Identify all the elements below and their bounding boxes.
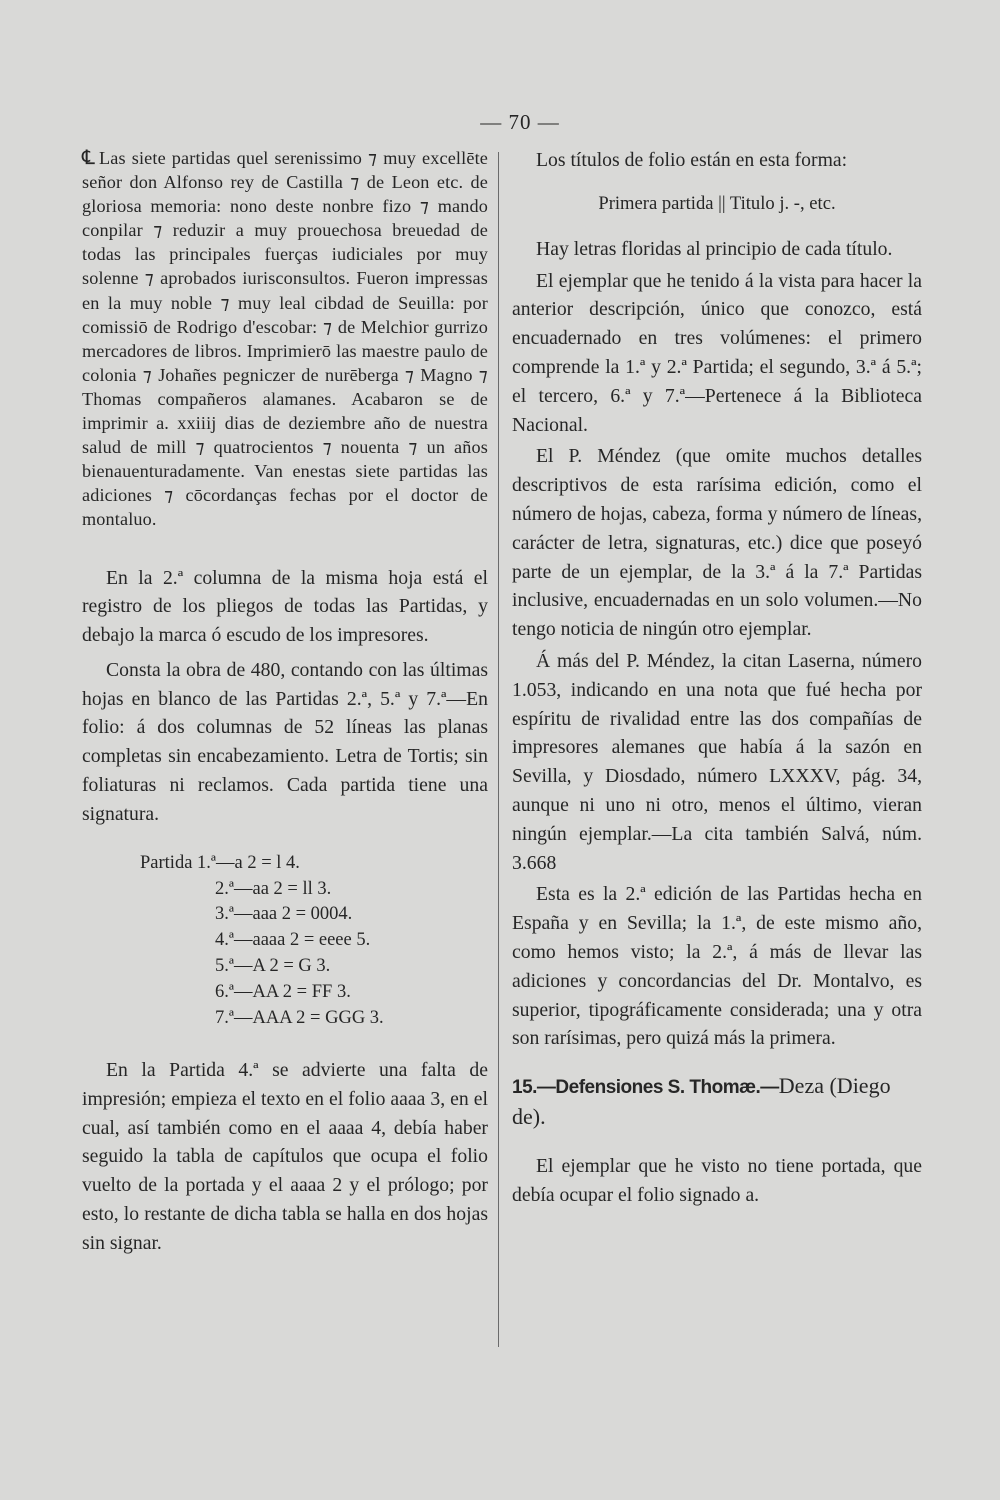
printing-error-paragraph: En la Partida 4.ª se advierte una falta de impresión; empieza el texto en el folio aaaa 3, en el cual, así también como en el aaaa 4, debía haber seguido la tabla de capítulos que ocupa el folio vuelto de la portada y el aaaa 2 y el prólogo; por esto, lo restante de dicha tabla se halla en dos hojas sin signar.: [82, 1059, 488, 1254]
citations-paragraph: Á más del P. Méndez, la citan Laserna, número 1.053, indicando en una nota que fué hecha por espíritu de rivalidad entre las dos compañías de impresores alemanes que había á la sazón en Sevilla, y Diosdado, número LXXXV, pág. 34, aunque ni uno ni otro, menos el último, vieran ningún ejemplar.—La cita también Salvá, núm. 3.668: [512, 649, 922, 874]
right-column: [512, 146, 922, 1210]
signature-row: Partida 1.ª—a 2 = l 4.: [140, 852, 300, 873]
column-divider: [498, 152, 499, 1347]
colophon-text: Las siete partidas quel serenissimo ⁊ muy excellēte señor don Alfonso rey de Castilla ⁊ de Leon etc. de gloriosa memoria: nono deste nonbre fizo ⁊ mando conpilar ⁊ reduzir a muy prouechosa breuedad de todas las principales fuerças iudiciales por muy solenne ⁊ aprobados iurisconsultos. Fueron impressas en la muy noble ⁊ muy leal cibdad de Seuilla: por comissiō de Rodrigo d'escobar: ⁊ de Melchior gurrizo mercadores de libros. Imprimierō las maestre paulo de colonia ⁊ Johañes pegniczer de nurēberga ⁊ Magno ⁊ Thomas compañeros alamanes. Acabaron se de imprimir a. xxiiij dias de deziembre año de nuestra salud de mill ⁊ quatrocientos ⁊ nouenta ⁊ un años bienauenturadamente. Van enestas siete partidas las adiciones ⁊ cōcordanças fechas por el doctor de montaluo.: [82, 148, 488, 530]
entry-description-paragraph: El ejemplar que he visto no tiene portada, que debía ocupar el folio signado a.: [512, 1155, 922, 1206]
signature-row: 7.ª—AAA 2 = GGG 3.: [215, 1008, 384, 1029]
entry-label: 15.—Defensiones S. Thomæ.—: [512, 1077, 779, 1099]
entry-author: Deza (Diego de).: [512, 1073, 891, 1130]
signature-list: [140, 851, 488, 1032]
floral-letters-paragraph: Hay letras floridas al principio de cada título.: [536, 237, 893, 260]
signature-row: 6.ª—AA 2 = FF 3.: [215, 982, 351, 1003]
mendez-paragraph: El P. Méndez (que omite muchos detalles descriptivos de esta rarísima edición, como el número de hojas, cabeza, forma y número de líneas, carácter de letra, signaturas, etc.) dice que poseyó parte de un ejemplar, de la 3.ª á la 7.ª Partidas inclusive, encuadernadas en un solo volumen.—No tengo noticia de ningún otro ejemplar.: [512, 445, 922, 641]
title-form-line: Primera partida || Titulo j. -, etc.: [598, 192, 836, 214]
entry-heading: [512, 1071, 922, 1131]
collation-paragraph: Consta la obra de 480, contando con las últimas hojas en blanco de las Partidas 2.ª, 5.ª y 7.ª—En folio: á dos columnas de 52 líneas las planas completas sin encabezamiento. Letra de Tortis; sin foliaturas ni reclamos. Cada partida tiene una signatura.: [82, 658, 488, 825]
left-column: [82, 146, 488, 1258]
signature-row: 3.ª—aaa 2 = 0004.: [215, 904, 353, 925]
colophon-quote: [82, 146, 488, 532]
paragraph-mark-icon: ℄: [82, 147, 95, 169]
signature-row: 2.ª—aa 2 = ll 3.: [215, 878, 332, 899]
signature-row: 4.ª—aaaa 2 = eeee 5.: [215, 930, 371, 951]
register-paragraph: En la 2.ª columna de la misma hoja está el registro de los pliegos de todas las Partidas, y debajo la marca ó escudo de los impresores.: [82, 566, 488, 647]
signature-row: 5.ª—A 2 = G 3.: [215, 956, 331, 977]
copy-description-paragraph: El ejemplar que he tenido á la vista para hacer la anterior descripción, único que conozco, está encuadernado en tres volúmenes: el primero comprende la 1.ª y 2.ª Partida; el segundo, 3.ª á 5.ª; el tercero, 6.ª y 7.ª—Pertenece á la Biblioteca Nacional.: [512, 269, 922, 436]
titles-paragraph: Los títulos de folio están en esta forma:: [536, 149, 848, 171]
edition-paragraph: Esta es la 2.ª edición de las Partidas hecha en España y en Sevilla; la 1.ª, de este mismo año, como hemos visto; la 2.ª, á más de llevar las adiciones y concordancias del Dr. Montalvo, es superior, tipográficamente considerada; una y otra son rarísimas, pero quizá más la primera.: [512, 883, 922, 1050]
page-number: — 70 —: [480, 110, 560, 134]
